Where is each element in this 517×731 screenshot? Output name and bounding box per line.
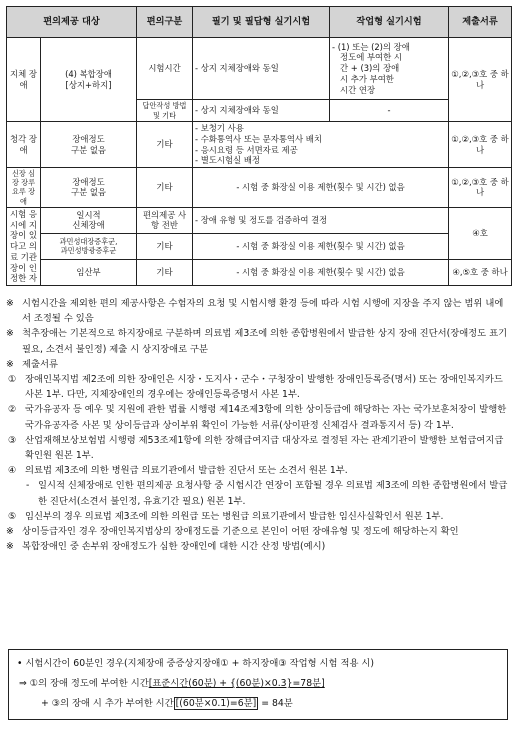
- type-answer: 답안작성 방법 및 기타: [137, 100, 193, 122]
- docs-hearing: ①,②,③호 중 하나: [449, 122, 512, 168]
- table-row: [7, 233, 512, 259]
- example-line-2: ⇒ ①의 장애 정도에 부여한 시간[표준시간(60분) + {(60분)×0.3}=78분]: [19, 678, 325, 689]
- example-line-3: + ③의 장애 시 추가 부여한 시간 [(60분×0.1)=6분] = 84분: [41, 698, 293, 709]
- sub-renal: 장애정도 구분 없음: [41, 168, 137, 208]
- example-box: [8, 649, 508, 720]
- header-type: 편의구분: [137, 7, 193, 38]
- written-hearing: - 보청기 사용 - 수화통역사 또는 문자통역사 배치 - 응시요령 등 서면자료 제공 - 별도시험실 배정: [193, 122, 449, 168]
- example-line-1: • 시험시간이 60분인 경우(지체장애 중증상지장애① + 하지장애③ 작업형 시험 적용 시): [17, 658, 374, 669]
- notes-section: [6, 296, 512, 554]
- doc-item-2: ② 국가유공자 등 예우 및 지원에 관한 법률 시행령 제14조제3항에 의한 상이등급에 해당하는 자는 국가보훈처장이 발행한 국가유공자증 사본 및 상이등급과 상이부위 확인이 가능한 서류(상이판정 신체검사 결과통지서 등) 각 1부.: [8, 404, 507, 431]
- written-pregnant: - 시험 중 화장실 이용 제한(횟수 및 시간) 없음: [193, 260, 449, 286]
- note-adjustment: ※ 시험시간을 제외한 편의 제공사항은 수험자의 요청 및 시험시행 환경 등에 따라 시험 시행에 지장을 주지 않는 범위 내에서 조정될 수 있음: [6, 298, 504, 325]
- practical-time: - (1) 또는 (2)의 장애 정도에 부여한 시 간 + (3)의 장애 시 추가 부여한 시간 연장: [330, 38, 449, 100]
- docs-pregnant: ④,⑤호 중 하나: [449, 260, 512, 286]
- docs-physical: ①,②,③호 중 하나: [449, 38, 512, 122]
- note-spinal: ※ 척추장애는 기본적으로 하지장애로 구분하며 의료법 제3조에 의한 종합병원에서 발급한 상지 장애 진단서(장애정도 표기 필요, 소견서 불인정) 제출 시 상지장애로 구분: [6, 328, 508, 355]
- header-target: 편의제공 대상: [7, 7, 137, 38]
- type-temporary: 편의제공 사항 전반: [137, 207, 193, 233]
- type-pregnant: 기타: [137, 260, 193, 286]
- table-row: [7, 260, 512, 286]
- table-row: [7, 38, 512, 100]
- written-temporary: - 장애 유형 및 정도를 검증하여 결정: [193, 207, 449, 233]
- type-renal: 기타: [137, 168, 193, 208]
- doc-item-3: ③ 산업재해보상보험법 시행령 제53조제1항에 의한 장해급여지급 대상자로 결정된 자는 관계기관이 발행한 보험급여지급확인원 원본 1부.: [8, 434, 504, 462]
- target-physical: 지체 장애: [7, 38, 41, 122]
- docs-renal: ①,②,③호 중 하나: [449, 168, 512, 208]
- type-hearing: 기타: [137, 122, 193, 168]
- note-documents-title: ※ 제출서류: [6, 358, 58, 370]
- example-formula-1: [표준시간(60분) + {(60분)×0.3}=78분]: [148, 678, 325, 689]
- note-example-title: ※ 복합장애인 중 손부위 장애정도가 심한 장애인에 대한 시간 산정 방법(예시): [6, 541, 326, 553]
- target-medical: 시험 응시에 지장이 있다고 의료 기관장이 인정한 자: [7, 207, 41, 285]
- table-header-row: [7, 7, 512, 38]
- practical-answer: -: [330, 100, 449, 122]
- doc-item-5: ⑤ 임신부의 경우 의료법 제3조에 의한 의원급 또는 병원급 의료기관에서 발급한 임신사실확인서 원본 1부.: [8, 510, 444, 522]
- target-hearing: 청각 장애: [7, 122, 41, 168]
- target-renal: 신장 심장 장루 요루 장애: [7, 168, 41, 208]
- written-renal: - 시험 중 화장실 이용 제한(횟수 및 시간) 없음: [193, 168, 449, 208]
- accommodation-table: [6, 6, 512, 286]
- sub-temporary: 일시적 신체장애: [41, 207, 137, 233]
- type-time: 시험시간: [137, 38, 193, 100]
- written-answer: - 상지 지체장애와 동일: [193, 100, 330, 122]
- header-written: 필기 및 필답형 실기시험: [193, 7, 330, 38]
- note-veteran: ※ 상이등급자인 경우 장애인복지법상의 장애정도를 기준으로 본인이 어떤 장애유형 및 정도에 해당하는지 확인: [6, 526, 459, 538]
- docs-medical: ④호: [449, 207, 512, 259]
- written-time: - 상지 지체장애와 동일: [193, 38, 330, 100]
- type-bowel: 기타: [137, 233, 193, 259]
- doc-item-1: ① 장애인복지법 제2조에 의한 장애인은 시장・도지사・군수・구청장이 발행한 장애인등록증(명서) 또는 장애인복지카드 사본 1부. 다만, 지체장애인의 경우에는 장애인등록증명서 사본 1부.: [8, 374, 503, 401]
- doc-item-4-sub: - 일시적 신체장애로 인한 편의제공 요청사항 중 시험시간 연장이 포함될 경우 의료법 제3조에 의한 종합병원에서 발급한 진단서(소견서 불인정, 유효기간 필요) 원본 1부.: [26, 480, 508, 507]
- table-row: [7, 207, 512, 233]
- written-bowel: - 시험 중 화장실 이용 제한(횟수 및 시간) 없음: [193, 233, 449, 259]
- header-practical: 작업형 실기시험: [330, 7, 449, 38]
- doc-item-4: ④ 의료법 제3조에 의한 병원급 의료기관에서 발급한 진단서 또는 소견서 원본 1부.: [8, 465, 348, 477]
- sub-bowel: 과민성대장증후군, 과민성방광증후군: [41, 233, 137, 259]
- sub-pregnant: 임산부: [41, 260, 137, 286]
- table-row: [7, 168, 512, 208]
- sub-complex: (4) 복합장애 [상지+하지]: [41, 38, 137, 122]
- example-formula-2: [(60분×0.1)=6분]: [175, 698, 257, 709]
- header-docs: 제출서류: [449, 7, 512, 38]
- sub-hearing: 장애정도 구분 없음: [41, 122, 137, 168]
- table-row: [7, 122, 512, 168]
